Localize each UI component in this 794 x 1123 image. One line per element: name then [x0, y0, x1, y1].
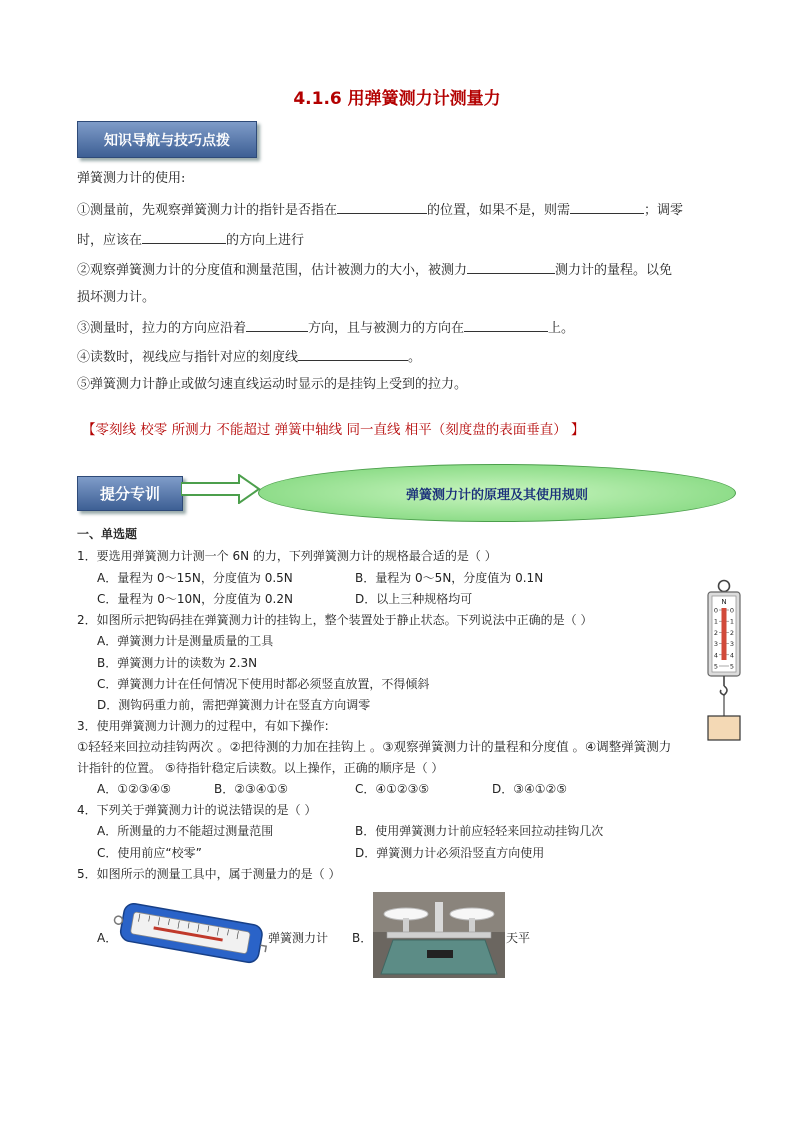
fill-blank: [467, 260, 555, 274]
q4-option-d[interactable]: D．弹簧测力计必须沿竖直方向使用: [355, 846, 545, 860]
q2-option-b[interactable]: B．弹簧测力计的读数为 2.3N: [97, 656, 258, 670]
text-segment: ④读数时，视线应与指针对应的刻度线: [77, 350, 299, 365]
q1-option-c[interactable]: C．量程为 0～10N，分度值为 0.2N: [97, 592, 293, 606]
intro-line-5: [77, 318, 574, 338]
q5-option-a-label: 弹簧测力计: [268, 931, 329, 945]
intro-line-4: 损坏测力计。: [77, 290, 156, 305]
spring-balance-photo: [113, 892, 269, 978]
text-segment: 的位置，如果不是，则需: [427, 203, 571, 218]
q1-option-b[interactable]: B．量程为 0～5N，分度值为 0.1N: [355, 571, 544, 585]
question-1: 1．要选用弹簧测力计测一个 6N 的力，下列弹簧测力计的规格最合适的是（ ）: [77, 549, 497, 563]
q3-option-c[interactable]: C．④①②③⑤: [355, 782, 430, 796]
page-title: 4.1.6 用弹簧测力计测量力: [293, 89, 501, 109]
intro-line-1: [77, 200, 683, 220]
question-3-line-2: 计指针的位置。 ⑤待指针稳定后读数。以上操作，正确的顺序是（ ）: [77, 761, 444, 775]
question-3: 3．使用弹簧测力计测力的过程中，有如下操作:: [77, 719, 329, 733]
topic-label: 弹簧测力计的原理及其使用规则: [405, 487, 588, 503]
scale-tick-label: 2: [713, 628, 719, 637]
text-segment: ①测量前，先观察弹簧测力计的指针是否指在: [77, 203, 338, 218]
section-banner-knowledge: 知识导航与技巧点拨: [77, 121, 257, 158]
scale-tick-label: 5: [713, 662, 719, 671]
q1-option-a[interactable]: A．量程为 0～15N，分度值为 0.5N: [97, 571, 293, 585]
q3-option-b[interactable]: B．②③④①⑤: [214, 782, 289, 796]
text-segment: 的方向上进行: [226, 233, 305, 248]
question-4: 4．下列关于弹簧测力计的说法错误的是（ ）: [77, 803, 317, 817]
scale-unit: N: [721, 598, 727, 606]
intro-line-3: [77, 260, 672, 280]
q3-option-a[interactable]: A．①②③④⑤: [97, 782, 171, 796]
text-segment: 。: [408, 350, 422, 365]
text-segment: 方向，且与被测力的方向在: [308, 321, 465, 336]
question-2: 2．如图所示把钩码挂在弹簧测力计的挂钩上，整个装置处于静止状态。下列说法中正确的是（ ）: [77, 613, 593, 627]
intro-line-2: [77, 230, 304, 250]
arrow-right-icon: [181, 474, 261, 504]
scale-tick-label: 1: [729, 617, 735, 626]
intro-line-6: [77, 347, 421, 367]
fill-blank: [570, 200, 644, 214]
spring-scale-figure: [700, 578, 748, 742]
scale-tick-label: 2: [729, 628, 735, 637]
answer-key: 【零刻线 校零 所测力 不能超过 弹簧中轴线 同一直线 相平（刻度盘的表面垂直） 】: [82, 422, 585, 438]
fill-blank: [246, 318, 308, 332]
fill-blank: [298, 347, 408, 361]
section-label: 一、单选题: [77, 527, 138, 541]
q5-option-b[interactable]: B．: [352, 931, 373, 945]
question-3-line-1: ①轻轻来回拉动挂钩两次 。②把待测的力加在挂钩上 。③观察弹簧测力计的量程和分度值 。④调整弹簧测力: [77, 739, 672, 754]
fill-blank: [142, 230, 226, 244]
text-segment: ③测量时，拉力的方向应沿着: [77, 321, 247, 336]
q5-option-b-label: 天平: [506, 931, 531, 945]
text-segment: ；调零: [644, 203, 684, 218]
text-segment: 测力计的量程。以免: [555, 263, 673, 278]
q5-option-a[interactable]: A．: [97, 931, 118, 945]
intro-line-7: ⑤弹簧测力计静止或做匀速直线运动时显示的是挂钩上受到的拉力。: [77, 377, 468, 392]
intro-heading: 弹簧测力计的使用:: [77, 171, 186, 186]
scale-tick-label: 3: [729, 640, 735, 649]
q2-option-a[interactable]: A．弹簧测力计是测量质量的工具: [97, 634, 274, 648]
balance-scale-photo: [373, 892, 505, 978]
scale-tick-label: 5: [729, 662, 735, 671]
q4-option-b[interactable]: B．使用弹簧测力计前应轻轻来回拉动挂钩几次: [355, 824, 604, 838]
q1-option-d[interactable]: D．以上三种规格均可: [355, 592, 473, 606]
text-segment: 时，应该在: [77, 233, 143, 248]
section-banner-practice: 提分专训: [77, 476, 183, 511]
fill-blank: [337, 200, 427, 214]
text-segment: ②观察弹簧测力计的分度值和测量范围，估计被测力的大小，被测力: [77, 263, 468, 278]
fill-blank: [464, 318, 548, 332]
hook-weight: [708, 716, 740, 740]
q2-option-d[interactable]: D．测钩码重力前，需把弹簧测力计在竖直方向调零: [97, 698, 371, 712]
q4-option-c[interactable]: C．使用前应“校零”: [97, 846, 202, 860]
scale-tick-label: 4: [713, 651, 719, 660]
text-segment: 上。: [548, 321, 575, 336]
scale-tick-label: 4: [729, 651, 735, 660]
scale-tick-label: 0: [729, 606, 735, 615]
scale-tick-label: 0: [713, 606, 719, 615]
q2-option-c[interactable]: C．弹簧测力计在任何情况下使用时都必须竖直放置，不得倾斜: [97, 677, 430, 691]
q3-option-d[interactable]: D．③④①②⑤: [492, 782, 568, 796]
scale-tick-label: 3: [713, 640, 719, 649]
q4-option-a[interactable]: A．所测量的力不能超过测量范围: [97, 824, 274, 838]
question-5: 5．如图所示的测量工具中，属于测量力的是（ ）: [77, 867, 341, 881]
scale-tick-label: 1: [713, 617, 719, 626]
topic-ellipse: [258, 464, 736, 522]
